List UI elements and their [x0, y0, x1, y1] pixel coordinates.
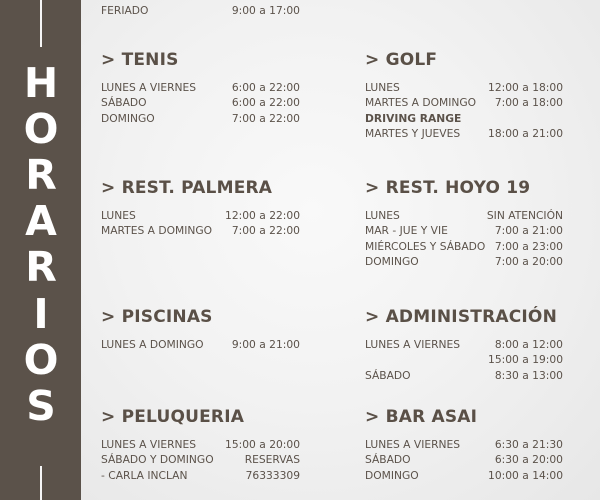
- title-letter: S: [26, 381, 56, 430]
- row-label: - CARLA INCLAN: [101, 468, 188, 482]
- schedule-row: [365, 95, 563, 110]
- row-time: 6:30 a 21:30: [494, 438, 563, 451]
- row-time: 9:00 a 21:00: [231, 338, 300, 351]
- sidebar-divider-bottom: [40, 466, 42, 500]
- row-label: LUNES A VIERNES: [365, 338, 461, 351]
- row-time: 12:00 a 18:00: [488, 81, 563, 94]
- title-letter: H: [23, 58, 59, 107]
- schedule-row: [365, 254, 563, 269]
- row-label: MARTES Y JUEVES: [365, 126, 461, 140]
- schedule-row: [365, 352, 563, 367]
- schedule-subheading: [365, 111, 563, 126]
- section-rest-palmera: [101, 178, 300, 239]
- schedule-row: [365, 223, 563, 238]
- row-time: 6:00 a 22:00: [231, 96, 300, 110]
- row-label: FERIADO: [101, 4, 149, 17]
- schedule-row: [365, 126, 563, 141]
- feriado-block: [101, 3, 300, 18]
- row-time: 7:00 a 23:00: [494, 239, 563, 253]
- row-time: 7:00 a 22:00: [231, 111, 300, 125]
- title-letter: O: [23, 335, 59, 384]
- row-label: DOMINGO: [101, 111, 155, 125]
- row-label: MIÉRCOLES Y SÁBADO: [365, 239, 486, 253]
- row-time: 6:30 a 20:00: [494, 453, 563, 467]
- row-label: SÁBADO Y DOMINGO: [101, 453, 214, 467]
- schedule-row: [101, 80, 300, 95]
- schedule-row: [101, 95, 300, 110]
- schedule-row: [101, 437, 300, 452]
- schedule-row: [101, 337, 300, 352]
- row-label: LUNES A DOMINGO: [101, 338, 204, 351]
- vertical-title-horarios: [18, 60, 64, 430]
- row-time: SIN ATENCIÓN: [486, 209, 563, 222]
- section-golf: [365, 50, 563, 141]
- schedule-row: [101, 452, 300, 467]
- row-time: 9:00 a 17:00: [231, 4, 300, 17]
- schedule-row: [101, 223, 300, 238]
- section-rest-hoyo-19: [365, 178, 563, 269]
- row-time: 15:00 a 19:00: [488, 353, 563, 367]
- section-title: > BAR ASAI: [365, 407, 478, 427]
- section-title: > ADMINISTRACIÓN: [365, 307, 557, 327]
- row-time: RESERVAS: [244, 453, 300, 467]
- section-title: > PELUQUERIA: [101, 407, 245, 427]
- row-label: SÁBADO: [365, 368, 411, 382]
- row-time: 7:00 a 18:00: [494, 96, 563, 110]
- row-time: 12:00 a 22:00: [225, 209, 300, 222]
- schedule-row: [365, 239, 563, 254]
- section-bar-asai: [365, 407, 563, 483]
- schedule-row: [365, 437, 563, 452]
- row-label: LUNES A VIERNES: [101, 438, 197, 451]
- section-title: > REST. PALMERA: [101, 178, 273, 198]
- schedule-row: [101, 468, 300, 483]
- section-piscinas: [101, 307, 300, 352]
- schedule-row: [365, 468, 563, 483]
- section-peluqueria: [101, 407, 300, 483]
- row-label: MARTES A DOMINGO: [365, 96, 477, 110]
- section-title: > TENIS: [101, 50, 179, 70]
- row-label: LUNES: [101, 209, 136, 222]
- row-time: 7:00 a 21:00: [494, 224, 563, 238]
- row-time: 15:00 a 20:00: [225, 438, 300, 451]
- title-letter: R: [25, 150, 57, 199]
- section-tenis: [101, 50, 300, 126]
- sidebar-divider-top: [40, 0, 42, 47]
- row-time: 10:00 a 14:00: [488, 468, 563, 482]
- row-time: 7:00 a 22:00: [231, 224, 300, 238]
- row-time: 8:00 a 12:00: [494, 338, 563, 351]
- schedule-row: [365, 337, 563, 352]
- row-time: 7:00 a 20:00: [494, 254, 563, 268]
- schedule-row: [365, 452, 563, 467]
- title-letter: O: [23, 104, 59, 153]
- title-letter: A: [25, 197, 57, 246]
- section-administracion: [365, 307, 563, 383]
- row-label: MARTES A DOMINGO: [101, 224, 213, 238]
- row-time: 76333309: [245, 468, 300, 482]
- row-time: 8:30 a 13:00: [494, 368, 563, 382]
- schedule-row: [101, 208, 300, 223]
- row-label: LUNES: [365, 209, 400, 222]
- section-title: > PISCINAS: [101, 307, 213, 327]
- schedule-row: [365, 208, 563, 223]
- row-label: DOMINGO: [365, 468, 419, 482]
- row-label: LUNES A VIERNES: [365, 438, 461, 451]
- schedule-row: [365, 368, 563, 383]
- schedule-row: [101, 111, 300, 126]
- row-label: MAR - JUE Y VIE: [365, 224, 448, 238]
- row-label: LUNES A VIERNES: [101, 81, 197, 94]
- row-label: DRIVING RANGE: [365, 111, 462, 125]
- row-time: 18:00 a 21:00: [488, 126, 563, 140]
- section-title: > REST. HOYO 19: [365, 178, 531, 198]
- schedule-row: [365, 80, 563, 95]
- section-title: > GOLF: [365, 50, 438, 70]
- row-label: SÁBADO: [101, 96, 147, 110]
- title-letter: I: [33, 289, 49, 338]
- row-label: SÁBADO: [365, 453, 411, 467]
- schedule-row: [101, 3, 300, 18]
- row-label: LUNES: [365, 81, 400, 94]
- row-label: DOMINGO: [365, 254, 419, 268]
- row-time: 6:00 a 22:00: [231, 81, 300, 94]
- sidebar-panel: [0, 0, 81, 500]
- title-letter: R: [25, 243, 57, 292]
